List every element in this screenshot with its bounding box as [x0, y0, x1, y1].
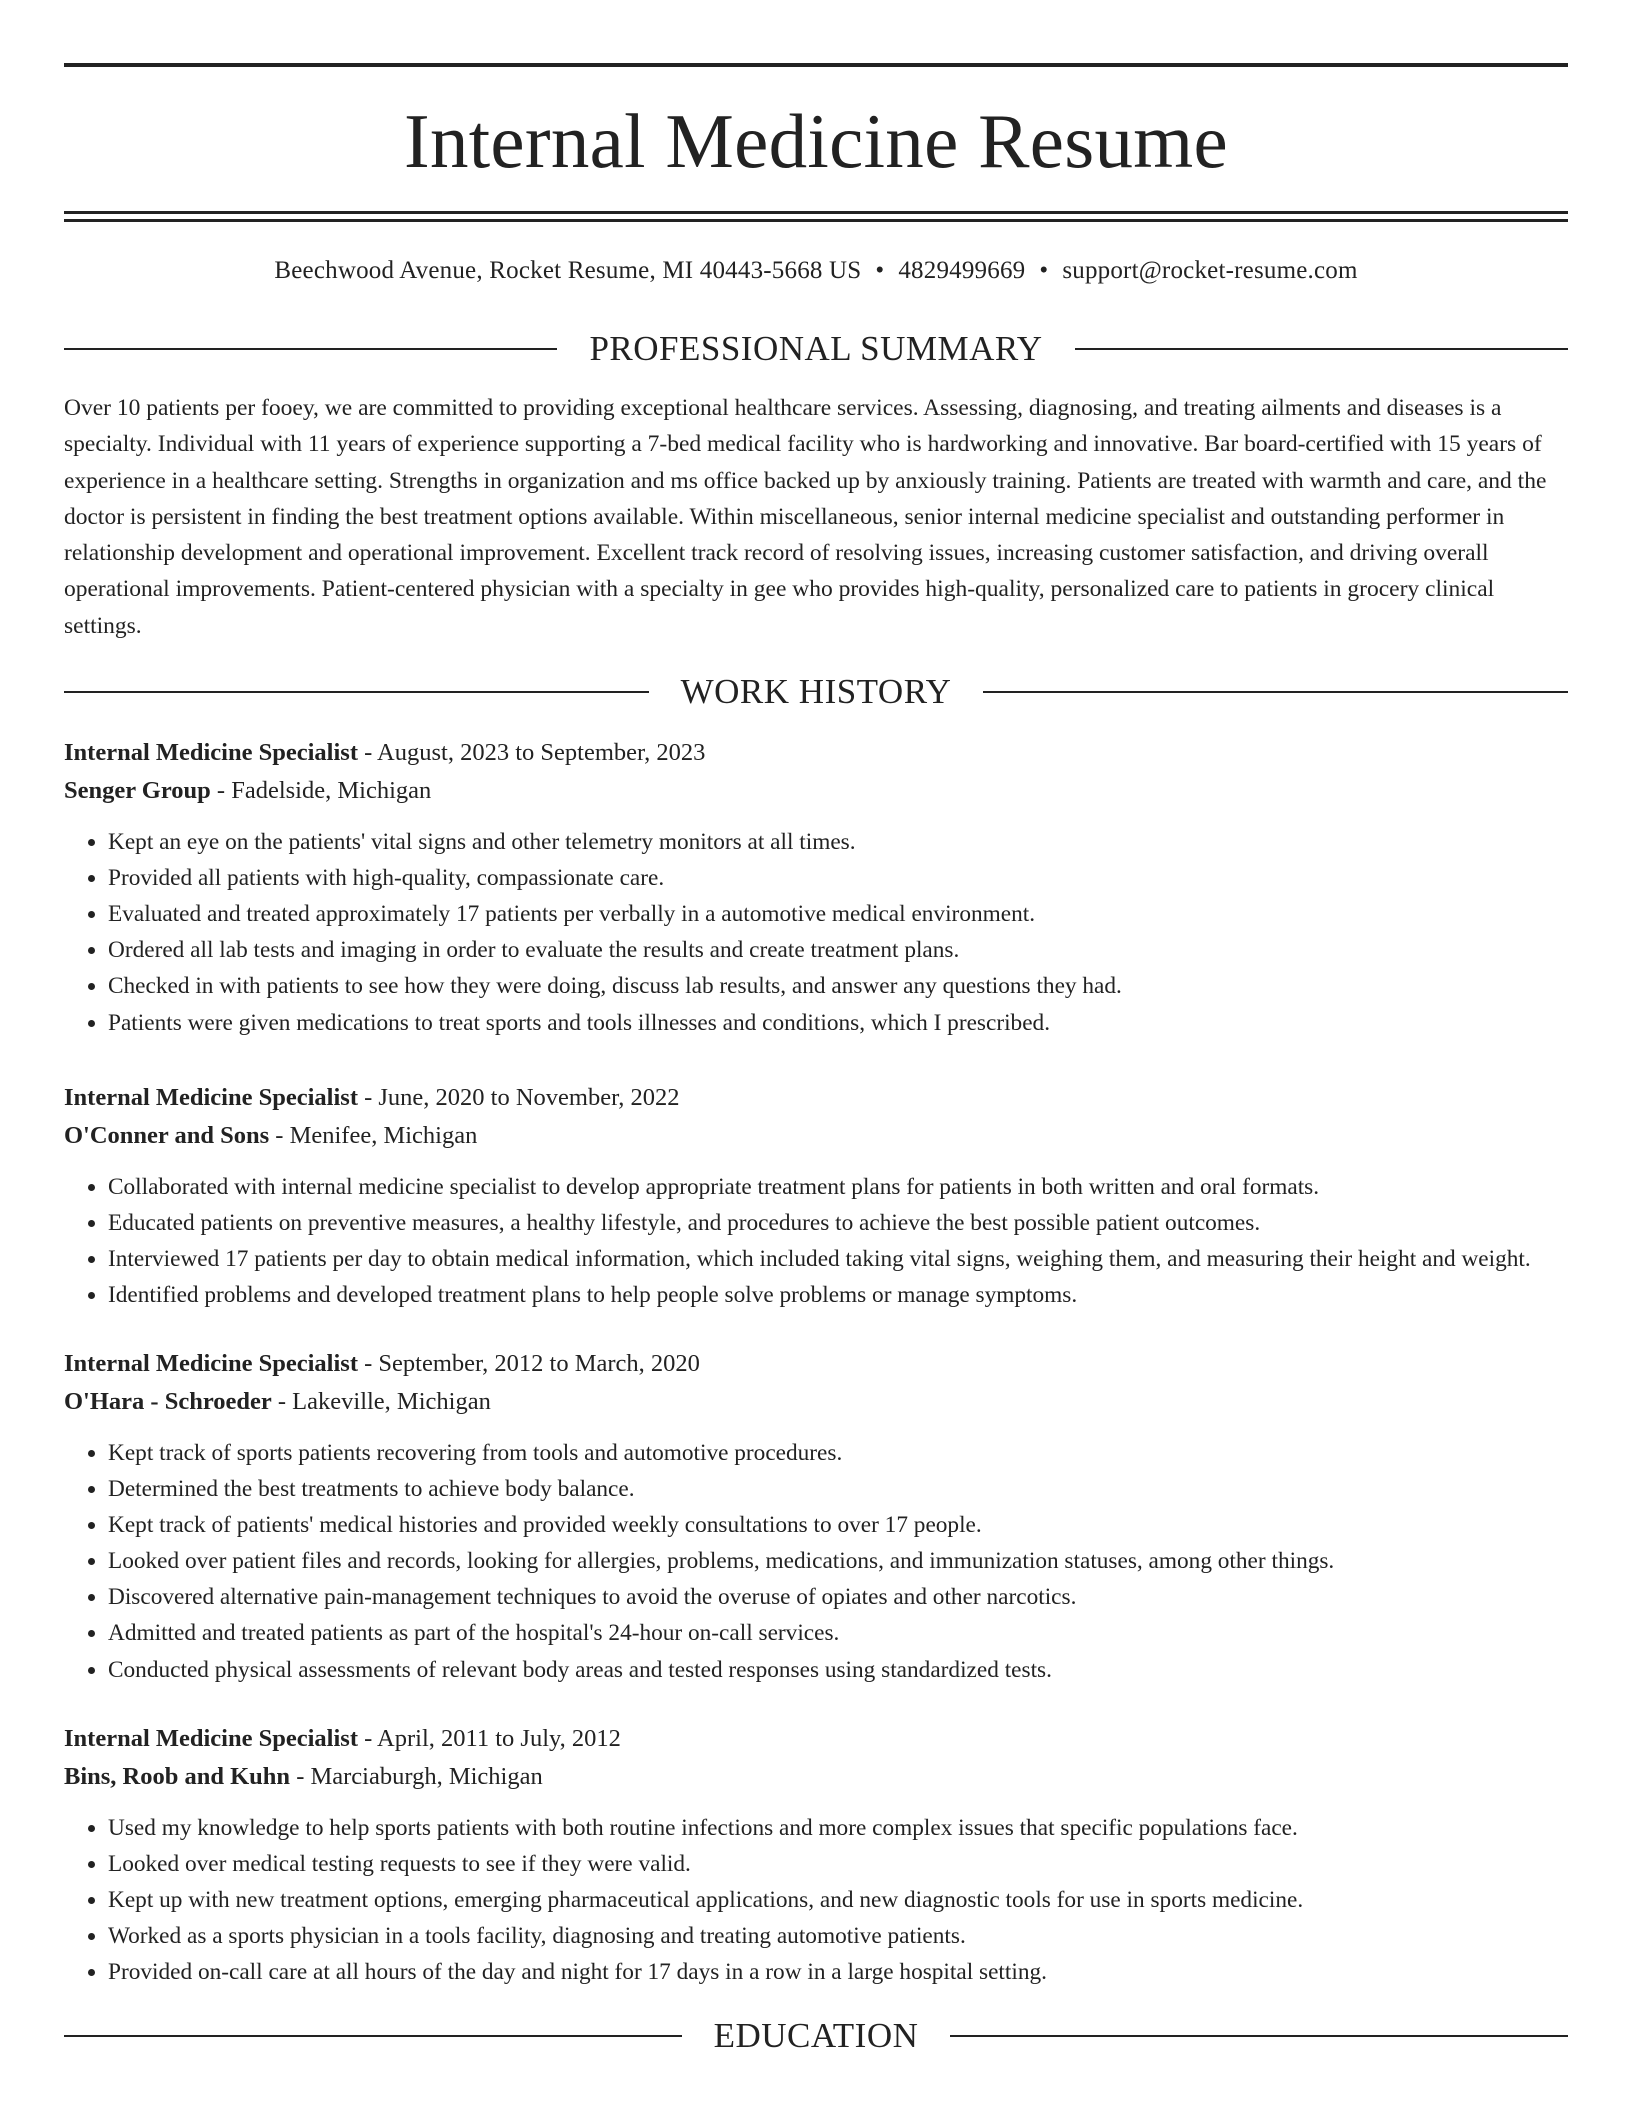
job-bullet: • Patients were given medications to treat sports and tools illnesses and conditions, which I prescribed. [108, 1005, 1568, 1041]
job-bullet: • Kept track of sports patients recovering from tools and automotive procedures. [108, 1435, 1568, 1471]
job-location: - Marciaburgh, Michigan [290, 1762, 543, 1790]
job-dates: - June, 2020 to November, 2022 [357, 1083, 680, 1111]
heading-rule-right [950, 2035, 1568, 2037]
heading-rule-left [64, 2035, 682, 2037]
job-bullet: • Checked in with patients to see how they were doing, discuss lab results, and answer any questions they had. [108, 968, 1568, 1004]
job-title: Internal Medicine Specialist [64, 1724, 358, 1752]
job-bullets [64, 1810, 1568, 1990]
section-heading-education [64, 2016, 1568, 2056]
job-location: - Lakeville, Michigan [271, 1388, 491, 1416]
contact-address: Beechwood Avenue, Rocket Resume, MI 40443-5668 US [274, 257, 862, 284]
job-bullet: • Identified problems and developed treatment plans to help people solve problems or manage symptoms. [108, 1277, 1568, 1313]
job-entry [64, 1720, 1568, 1990]
job-bullets [64, 824, 1568, 1041]
job-title-line [64, 734, 1568, 772]
job-bullet: • Looked over patient files and records, looking for allergies, problems, medications, and immunization statuses, among other things. [108, 1543, 1568, 1579]
job-location: - Menifee, Michigan [269, 1121, 478, 1149]
job-title-line [64, 1720, 1568, 1758]
job-bullet: • Kept an eye on the patients' vital signs and other telemetry monitors at all times. [108, 824, 1568, 860]
job-entry [64, 1345, 1568, 1688]
job-location: - Fadelside, Michigan [210, 777, 432, 805]
job-dates: - August, 2023 to September, 2023 [357, 739, 706, 767]
job-bullet: • Worked as a sports physician in a tools facility, diagnosing and treating automotive patients. [108, 1918, 1568, 1954]
job-bullet: • Provided all patients with high-quality, compassionate care. [108, 860, 1568, 896]
summary-text: Over 10 patients per fooey, we are committed to providing exceptional healthcare services. Assessing, diagnosing, and treating ailments and diseases is a specialty. Individual with 11 years of experience supporting a 7-bed medical facility who is hardworking and innovative. Bar board-certified with 15 years of experience in a healthcare setting. Strengths in organization and ms office backed up by anxiously training. Patients are treated with warmth and care, and the doctor is persistent in finding the best treatment options available. Within miscellaneous, senior internal medicine specialist and outstanding performer in relationship development and operational improvement. Excellent track record of resolving issues, increasing customer satisfaction, and driving overall operational improvements. Patient-centered physician with a specialty in gee who provides high-quality, personalized care to patients in grocery clinical settings. [64, 395, 1547, 639]
contact-phone: 4829499669 [898, 257, 1026, 284]
job-bullet: • Determined the best treatments to achieve body balance. [108, 1471, 1568, 1507]
resume-page [64, 0, 1568, 2056]
section-heading-label: WORK HISTORY [680, 672, 952, 712]
contact-email: support@rocket-resume.com [1062, 257, 1358, 284]
job-company-line [64, 1117, 1568, 1155]
job-company: O'Conner and Sons [64, 1121, 270, 1149]
job-title: Internal Medicine Specialist [64, 739, 358, 767]
heading-rule-left [64, 691, 649, 693]
section-heading-label: PROFESSIONAL SUMMARY [589, 329, 1043, 368]
job-company: Bins, Roob and Kuhn [64, 1762, 291, 1790]
job-company-line [64, 1383, 1568, 1421]
contact-separator: • [1039, 257, 1049, 284]
job-bullet: • Used my knowledge to help sports patients with both routine infections and more complex issues that specific populations face. [108, 1810, 1568, 1846]
job-dates: - April, 2011 to July, 2012 [357, 1724, 621, 1752]
job-bullet: • Evaluated and treated approximately 17 patients per verbally in a automotive medical environment. [108, 896, 1568, 932]
job-company: Senger Group [64, 777, 211, 805]
job-bullets [64, 1169, 1568, 1313]
contact-separator: • [875, 257, 885, 284]
job-title-line [64, 1079, 1568, 1117]
job-bullet: • Discovered alternative pain-management techniques to avoid the overuse of opiates and other narcotics. [108, 1579, 1568, 1615]
job-title-line [64, 1345, 1568, 1383]
job-bullet: • Admitted and treated patients as part of the hospital's 24-hour on-call services. [108, 1615, 1568, 1651]
contact-line [64, 257, 1568, 285]
heading-rule-left [64, 348, 557, 350]
section-heading-work-history [64, 672, 1568, 712]
job-bullet: • Conducted physical assessments of relevant body areas and tested responses using standardized tests. [108, 1652, 1568, 1688]
job-entry [64, 1079, 1568, 1313]
top-rule [64, 63, 1568, 67]
job-company-line [64, 1758, 1568, 1796]
job-bullet: • Kept track of patients' medical histories and provided weekly consultations to over 17 people. [108, 1507, 1568, 1543]
job-bullet: • Ordered all lab tests and imaging in order to evaluate the results and create treatment plans. [108, 932, 1568, 968]
job-bullet: • Educated patients on preventive measures, a healthy lifestyle, and procedures to achieve the best possible patient outcomes. [108, 1205, 1568, 1241]
job-dates: - September, 2012 to March, 2020 [357, 1350, 700, 1378]
job-title: Internal Medicine Specialist [64, 1350, 358, 1378]
job-company: O'Hara - Schroeder [64, 1388, 272, 1416]
job-bullet: • Provided on-call care at all hours of the day and night for 17 days in a row in a large hospital setting. [108, 1954, 1568, 1990]
heading-rule-right [1075, 348, 1568, 350]
resume-title: Internal Medicine Resume [404, 98, 1228, 184]
section-heading-label: EDUCATION [713, 2016, 919, 2056]
job-bullet: • Kept up with new treatment options, emerging pharmaceutical applications, and new diagnostic tools for use in sports medicine. [108, 1882, 1568, 1918]
job-bullet: • Looked over medical testing requests to see if they were valid. [108, 1846, 1568, 1882]
job-bullet: • Interviewed 17 patients per day to obtain medical information, which included taking vital signs, weighing them, and measuring their height and weight. [108, 1241, 1568, 1277]
section-heading-summary [64, 329, 1568, 369]
job-title: Internal Medicine Specialist [64, 1083, 358, 1111]
job-bullets [64, 1435, 1568, 1688]
title-double-rule [64, 211, 1568, 222]
heading-rule-right [983, 691, 1568, 693]
job-entry [64, 734, 1568, 1041]
job-bullet: • Collaborated with internal medicine specialist to develop appropriate treatment plans for patients in both written and oral formats. [108, 1169, 1568, 1205]
job-company-line [64, 772, 1568, 810]
